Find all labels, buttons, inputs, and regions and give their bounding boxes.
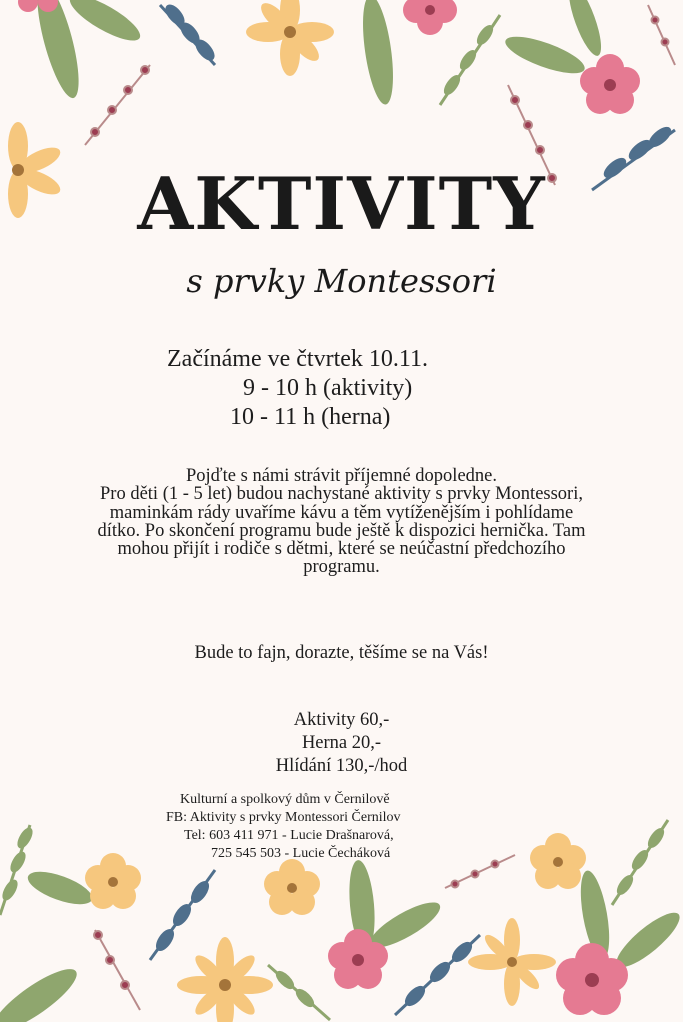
schedule-activities: 9 - 10 h (aktivity): [243, 375, 413, 401]
contact-phone-1: Tel: 603 411 971 - Lucie Drašnarová,: [184, 828, 394, 843]
call-to-action: Bude to fajn, dorazte, těšíme se na Vás!: [194, 643, 489, 663]
description-line: programu.: [303, 557, 380, 578]
contact-info: [0, 791, 683, 863]
poster-title: AKTIVITY: [137, 161, 546, 246]
contact-phone-2: 725 545 503 - Lucie Čecháková: [211, 846, 391, 861]
price-list: [0, 709, 683, 778]
contact-venue: Kulturní a spolkový dům v Černilově: [180, 792, 390, 807]
poster-subtitle: s prvky Montessori: [186, 262, 497, 300]
contact-facebook: FB: Aktivity s prvky Montessori Černilov: [166, 810, 401, 825]
description-line: Pojďte s námi strávit příjemné dopoledne.: [186, 466, 497, 486]
description-line: mohou přijít i rodiče s dětmi, které se neúčastní předchozího: [117, 539, 566, 560]
schedule-playroom: 10 - 11 h (herna): [230, 404, 391, 430]
price-item: Herna 20,-: [301, 733, 382, 753]
price-item: Aktivity 60,-: [293, 710, 390, 730]
description-line: Pro děti (1 - 5 let) budou nachystané aktivity s prvky Montessori,: [100, 484, 583, 505]
price-item: Hlídání 130,-/hod: [275, 756, 408, 776]
schedule-start: Začínáme ve čtvrtek 10.11.: [167, 346, 428, 372]
description: [20, 467, 663, 577]
description-line: maminkám rády uvaříme kávu a těm vytíženějším i pohlídame: [109, 502, 574, 523]
description-line: dítko. Po skončení programu bude ještě k dispozici hernička. Tam: [97, 520, 586, 541]
